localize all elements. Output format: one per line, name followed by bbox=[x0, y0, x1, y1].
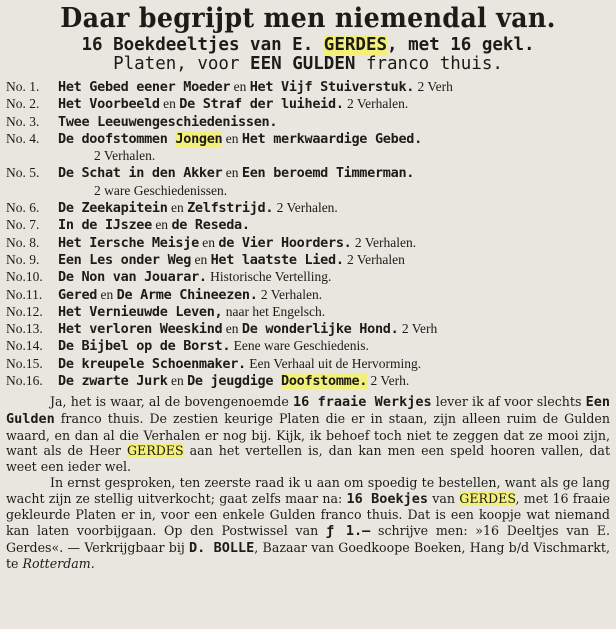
item-note: 2 Verh. bbox=[367, 373, 410, 389]
list-item bbox=[6, 338, 610, 355]
item-title: Het laatste Lied. bbox=[210, 251, 344, 268]
item-title: Het verloren Weeskind bbox=[58, 321, 223, 338]
item-number: No. 5. bbox=[6, 165, 40, 181]
highlight-author: GERDES bbox=[323, 35, 388, 55]
subheading-text: 16 Boekdeeltjes van E. bbox=[81, 35, 324, 55]
item-connector: en bbox=[159, 96, 180, 112]
headline: Daar begrijpt men niemendal van. bbox=[60, 3, 556, 34]
item-note: 2 Verhalen. bbox=[351, 234, 417, 250]
item-title: Het Iersche Meisje bbox=[58, 234, 199, 251]
item-title: Het Voorbeeld bbox=[58, 96, 160, 113]
item-title: Het merkwaardige Gebed. bbox=[241, 130, 422, 147]
item-title: Een Les onder Weg bbox=[58, 251, 192, 268]
item-title: De wonderlijke Hond. bbox=[241, 321, 399, 338]
para-bold: 16 Boekjes bbox=[346, 490, 429, 507]
item-note: naar het Engelsch. bbox=[222, 303, 326, 319]
item-connector: en bbox=[222, 321, 242, 337]
para-text: , met 16 fraaie gekleurde Platen er in, voor een enkele Gulden franco thuis. Dat is een koopje wat niemand kan laten voorbijgaan. Op den Postwissel van bbox=[6, 490, 610, 538]
para-bold: D. BOLLE bbox=[189, 539, 255, 556]
item-title: de Vier Hoorders. bbox=[218, 234, 352, 251]
price-text: EEN GULDEN bbox=[250, 54, 356, 74]
item-number: No. 6. bbox=[6, 200, 40, 216]
paragraph-1 bbox=[6, 394, 610, 475]
para-text: , Bazaar van Goedkoope Boeken, Hang b/d Vischmarkt, te bbox=[6, 539, 610, 572]
list-item bbox=[6, 373, 610, 390]
list-item bbox=[6, 96, 610, 113]
item-connector: en bbox=[222, 130, 242, 146]
item-number: No. 4. bbox=[6, 130, 40, 146]
item-title: De Non van Jouarar. bbox=[58, 269, 207, 286]
item-number: No.12. bbox=[6, 303, 43, 319]
list-item-subline bbox=[6, 148, 610, 165]
item-title: Twee Leeuwengeschiedenissen. bbox=[58, 113, 278, 130]
list-item bbox=[6, 217, 610, 234]
highlight-word: Jongen bbox=[175, 130, 223, 147]
item-number: No. 7. bbox=[6, 217, 40, 233]
item-title: Het Gebed eener Moeder bbox=[58, 79, 231, 95]
item-note: 2 Verh bbox=[398, 321, 438, 337]
para-text: aan het vertellen is, dan kan men een speld hooren vallen, dat weet een ieder wel. bbox=[6, 443, 611, 475]
list-item bbox=[6, 252, 610, 269]
subheading-text: , met 16 gekl. bbox=[387, 35, 535, 55]
item-connector: en bbox=[97, 286, 117, 302]
item-title: Gered bbox=[58, 286, 98, 303]
item-number: No. 9. bbox=[6, 251, 40, 267]
item-title: De Zeekapitein bbox=[58, 200, 168, 217]
item-number: No. 3. bbox=[6, 113, 40, 129]
item-number: No.14. bbox=[6, 338, 43, 354]
para-bold: ƒ 1.— bbox=[325, 522, 371, 539]
list-item bbox=[6, 269, 610, 286]
para-text: lever ik af voor slechts bbox=[431, 394, 586, 410]
item-connector: en bbox=[151, 217, 172, 233]
para-bold: 16 fraaie Werkjes bbox=[293, 394, 432, 411]
list-item-subline bbox=[6, 183, 610, 200]
para-italic: Rotterdam. bbox=[22, 556, 95, 572]
item-connector: en bbox=[167, 200, 188, 216]
para-text: In ernst gesproken, ten zeerste raad ik u aan om spoedig te bestellen, want als ge lang wacht zijn ze stellig uitverkocht; gaat zelfs maar na: bbox=[6, 474, 610, 506]
para-text: van bbox=[428, 490, 460, 506]
book-list bbox=[6, 79, 610, 390]
item-title: De doofstommen bbox=[58, 130, 176, 147]
subheading bbox=[6, 36, 610, 74]
paragraph-2 bbox=[6, 475, 610, 572]
item-title: Een beroemd Timmerman. bbox=[241, 165, 415, 182]
item-title: de Reseda. bbox=[171, 217, 250, 234]
list-item bbox=[6, 356, 610, 373]
item-title: De Arme Chineezen. bbox=[116, 286, 258, 303]
list-item bbox=[6, 131, 610, 148]
list-item bbox=[6, 79, 610, 96]
item-title: Het Vernieuwde Leven, bbox=[58, 303, 223, 320]
subheading-text: franco thuis. bbox=[355, 54, 503, 74]
subheading-line-2 bbox=[6, 55, 610, 74]
item-note: 2 Verhalen. bbox=[273, 200, 338, 216]
list-item bbox=[6, 200, 610, 217]
item-title: De zwarte Jurk bbox=[58, 373, 168, 390]
item-connector: en bbox=[191, 251, 211, 267]
list-item bbox=[6, 165, 610, 182]
highlight-word: Doofstomme. bbox=[281, 373, 368, 390]
list-item bbox=[6, 321, 610, 338]
item-title: Zelfstrijd. bbox=[187, 200, 274, 217]
item-title: De jeugdige bbox=[187, 373, 282, 390]
para-bold: Een Gulden bbox=[6, 394, 611, 428]
item-number: No. 1. bbox=[6, 79, 40, 94]
item-number: No.10. bbox=[6, 269, 43, 285]
item-number: No.15. bbox=[6, 355, 43, 371]
item-number: No.16. bbox=[6, 373, 43, 389]
highlight-author: GERDES bbox=[459, 490, 516, 506]
highlight-author: GERDES bbox=[126, 443, 184, 459]
subheading-text: Platen, voor bbox=[113, 54, 251, 74]
item-note: 2 ware Geschiedenissen. bbox=[94, 182, 228, 198]
para-text: schrijve men: »16 Deeltjes van E. Gerdes«. — Verkrijgbaar bij bbox=[6, 522, 610, 555]
item-connector: en bbox=[198, 234, 219, 250]
item-connector: en bbox=[167, 373, 188, 389]
item-note: Een Verhaal uit de Hervorming. bbox=[245, 355, 422, 371]
para-text: Ja, het is waar, al de bovengenoemde bbox=[50, 394, 294, 410]
item-note: 2 Verhalen. bbox=[94, 148, 156, 164]
list-item bbox=[6, 235, 610, 252]
para-text: franco thuis. De zestien keurige Platen die er in staan, zijn alleen ruim de Gulden waard, en dan al die Verhalen er nog bij. Kijk, ik behoef toch niet te zeggen dat ze mooi zijn, want als de Heer bbox=[6, 411, 610, 459]
item-note: 2 Verhalen. bbox=[257, 286, 323, 302]
item-title: De Schat in den Akker bbox=[58, 165, 223, 182]
item-note: Eene ware Geschiedenis. bbox=[230, 338, 369, 354]
item-title: De kreupele Schoenmaker. bbox=[58, 355, 246, 372]
list-item bbox=[6, 114, 610, 131]
item-number: No.13. bbox=[6, 321, 43, 337]
item-title: Het Vijf Stuiverstuk. bbox=[249, 79, 415, 95]
list-item bbox=[6, 287, 610, 304]
item-note: 2 Verhalen bbox=[343, 251, 405, 267]
item-number: No.11. bbox=[6, 286, 43, 302]
item-title: De Bijbel op de Borst. bbox=[58, 338, 231, 355]
subheading-line-1 bbox=[6, 36, 610, 55]
item-note: 2 Verhalen. bbox=[343, 96, 409, 112]
list-item bbox=[6, 304, 610, 321]
item-number: No. 2. bbox=[6, 96, 40, 112]
item-note: Historische Vertelling. bbox=[206, 269, 332, 285]
item-title: In de IJszee bbox=[58, 217, 152, 234]
item-title: De Straf der luiheid. bbox=[179, 96, 344, 113]
item-connector: en bbox=[230, 79, 250, 94]
item-connector: en bbox=[222, 165, 242, 181]
item-number: No. 8. bbox=[6, 234, 40, 250]
item-note: 2 Verh bbox=[414, 79, 453, 94]
